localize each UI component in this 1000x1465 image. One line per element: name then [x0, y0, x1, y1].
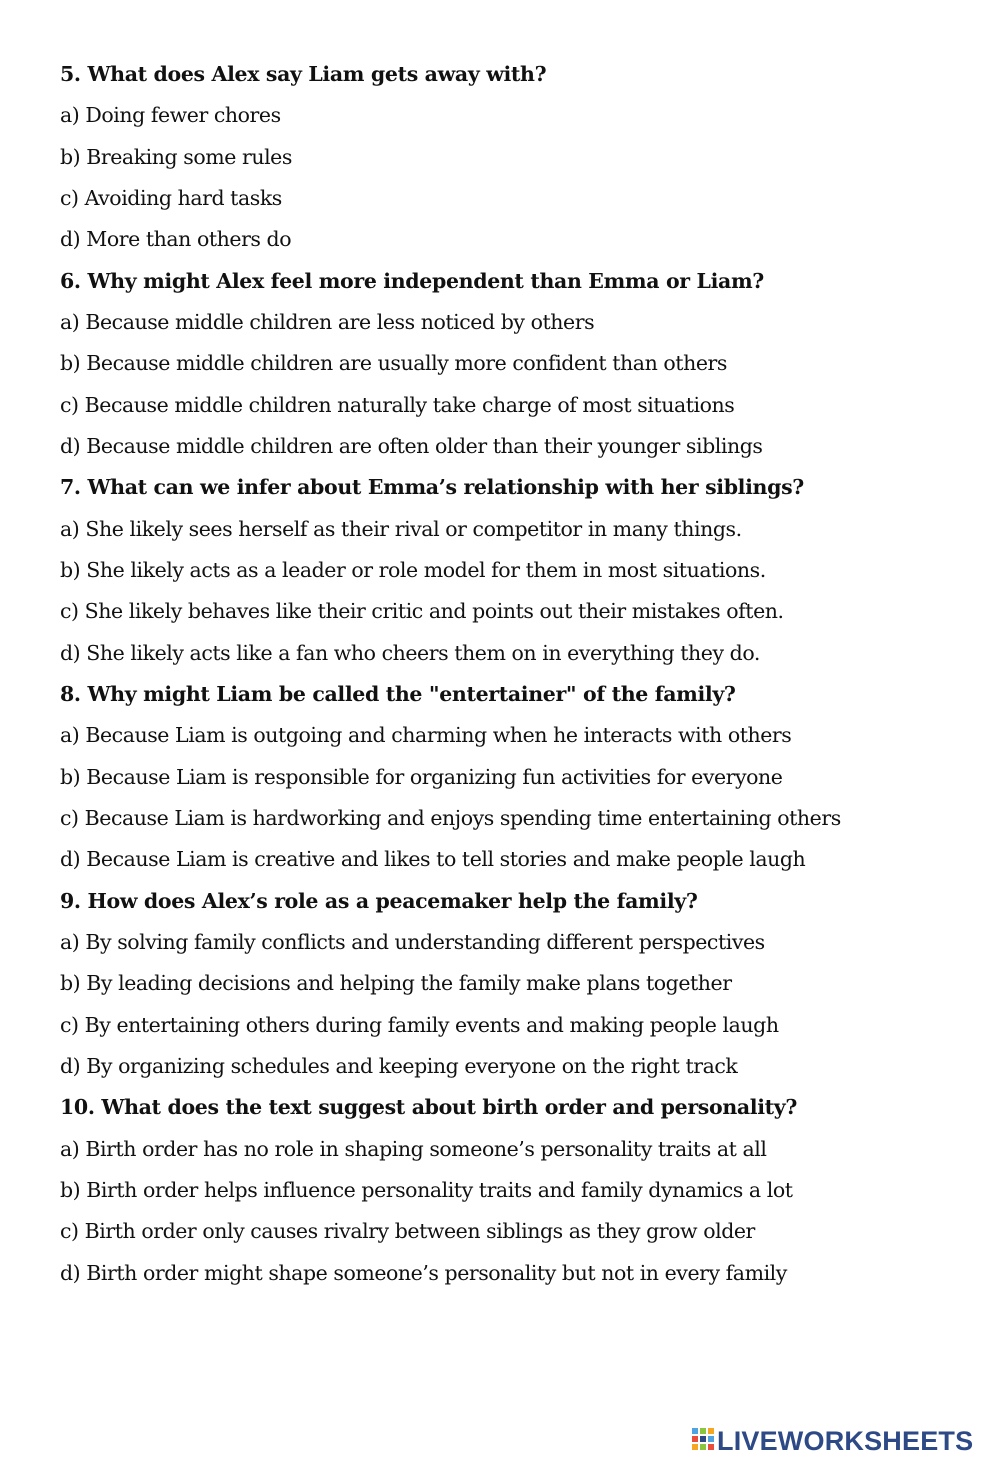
question-9-text: 9. How does Alex’s role as a peacemaker help the family?	[60, 888, 698, 913]
question-6-option-a: a) Because middle children are less noticed by others	[60, 309, 595, 334]
question-8-text: 8. Why might Liam be called the "entertainer" of the family?	[60, 681, 736, 706]
question-7-text: 7. What can we infer about Emma’s relationship with her siblings?	[60, 475, 804, 500]
question-9-option-c: c) By entertaining others during family events and making people laugh	[60, 1012, 779, 1037]
question-10-option-b: b) Birth order helps influence personality traits and family dynamics a lot	[60, 1177, 793, 1202]
question-7-option-b: b) She likely acts as a leader or role model for them in most situations.	[60, 557, 766, 582]
question-9-option-d: d) By organizing schedules and keeping everyone on the right track	[60, 1053, 738, 1078]
question-10-option-a: a) Birth order has no role in shaping someone’s personality traits at all	[60, 1136, 767, 1161]
question-10-text: 10. What does the text suggest about birth order and personality?	[60, 1095, 798, 1120]
question-6-option-c: c) Because middle children naturally take charge of most situations	[60, 392, 735, 417]
question-7-option-d: d) She likely acts like a fan who cheers them on in everything they do.	[60, 640, 760, 665]
question-6-option-b: b) Because middle children are usually more confident than others	[60, 351, 727, 376]
question-5-option-c: c) Avoiding hard tasks	[60, 185, 282, 210]
question-9-option-b: b) By leading decisions and helping the family make plans together	[60, 971, 732, 996]
question-9-option-a: a) By solving family conflicts and understanding different perspectives	[60, 929, 765, 954]
question-8-option-b: b) Because Liam is responsible for organizing fun activities for everyone	[60, 764, 783, 789]
liveworksheets-logo-text: LIVEWORKSHEETS	[717, 1426, 974, 1456]
question-5-option-b: b) Breaking some rules	[60, 144, 292, 169]
question-8-option-a: a) Because Liam is outgoing and charming when he interacts with others	[60, 723, 792, 748]
question-8-option-c: c) Because Liam is hardworking and enjoys spending time entertaining others	[60, 805, 841, 830]
liveworksheets-logo	[692, 1425, 973, 1457]
question-6-text: 6. Why might Alex feel more independent than Emma or Liam?	[60, 268, 764, 293]
question-5-text: 5. What does Alex say Liam gets away with?	[60, 62, 547, 86]
liveworksheets-logo-icon	[692, 1428, 714, 1454]
question-10-option-c: c) Birth order only causes rivalry between siblings as they grow older	[60, 1219, 755, 1244]
question-5-option-a: a) Doing fewer chores	[60, 103, 281, 128]
question-5-option-d: d) More than others do	[60, 227, 292, 252]
question-10-option-d: d) Birth order might shape someone’s personality but not in every family	[60, 1260, 787, 1285]
worksheet-content	[60, 56, 980, 1296]
question-7-option-a: a) She likely sees herself as their rival or competitor in many things.	[60, 516, 742, 541]
question-7-option-c: c) She likely behaves like their critic and points out their mistakes often.	[60, 599, 784, 624]
question-6-option-d: d) Because middle children are often older than their younger siblings	[60, 433, 763, 458]
question-8-option-d: d) Because Liam is creative and likes to tell stories and make people laugh	[60, 847, 806, 872]
